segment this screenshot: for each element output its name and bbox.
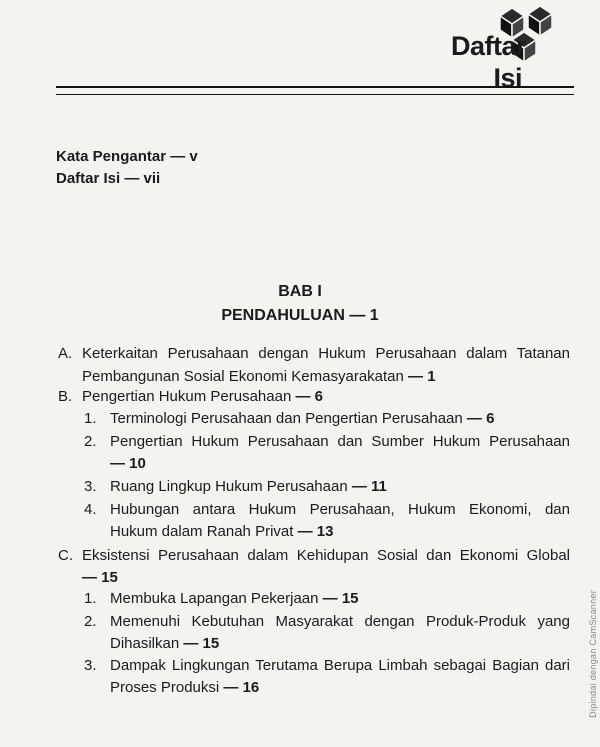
toc-item-c3: 3. Dampak Lingkungan Terutama Berupa Limbah sebagai Bagian dari Proses Produksi — 16 bbox=[84, 657, 570, 696]
header-rule-thick bbox=[56, 86, 574, 88]
toc-item-b2: 2. Pengertian Hukum Perusahaan dan Sumber Hukum Perusahaan — 10 bbox=[84, 433, 570, 472]
scanner-watermark: Dipindai dengan CamScanner bbox=[588, 590, 598, 718]
toc-item-b3: 3. Ruang Lingkup Hukum Perusahaan — 11 bbox=[84, 478, 387, 495]
page-title bbox=[451, 30, 526, 94]
chapter-title: PENDAHULUAN — 1 bbox=[221, 307, 379, 324]
front-matter-item: Kata Pengantar — v bbox=[56, 148, 198, 165]
front-matter bbox=[56, 146, 198, 190]
page-title-line2: Isi bbox=[493, 63, 522, 93]
chapter-heading bbox=[0, 280, 600, 328]
header-rule-thin bbox=[56, 94, 574, 95]
chapter-number: BAB I bbox=[278, 283, 322, 300]
toc-item-b4: 4. Hubungan antara Hukum Perusahaan, Hukum Ekonomi, dan Hukum dalam Ranah Privat — 13 bbox=[84, 501, 570, 540]
toc-section-c: C. Eksistensi Perusahaan dalam Kehidupan Sosial dan Ekonomi Global — 15 bbox=[58, 547, 570, 586]
toc-item-b1: 1. Terminologi Perusahaan dan Pengertian Perusahaan — 6 bbox=[84, 410, 495, 427]
toc-item-c2: 2. Memenuhi Kebutuhan Masyarakat dengan Produk-Produk yang Dihasilkan — 15 bbox=[84, 613, 570, 652]
toc-section-a: A. Keterkaitan Perusahaan dengan Hukum Perusahaan dalam Tatanan Pembangunan Sosial Ekonomi Kemasyarakatan — 1 bbox=[58, 345, 570, 385]
toc-section-b: B. Pengertian Hukum Perusahaan — 6 bbox=[58, 388, 323, 405]
front-matter-item: Daftar Isi — vii bbox=[56, 170, 161, 187]
page-title-line1: Daftar bbox=[450, 31, 526, 61]
toc-item-c1: 1. Membuka Lapangan Pekerjaan — 15 bbox=[84, 590, 359, 607]
